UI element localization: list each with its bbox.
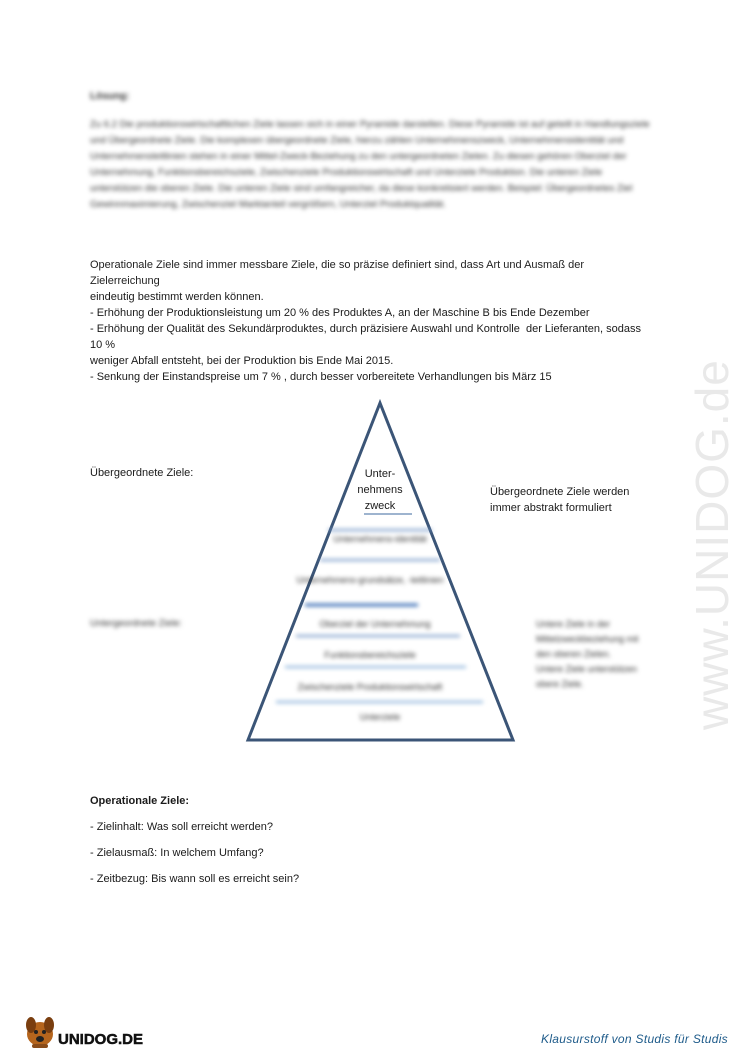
list-item: - Zielausmaß: In welchem Umfang? <box>90 847 264 859</box>
pyramid-level: Funktionsbereichsziele <box>324 650 416 660</box>
solution-heading: Lösung: <box>90 91 130 102</box>
list-title: Operationale Ziele: <box>90 795 190 807</box>
pyramid-level: Zwischenziele Produktionswirtschaft <box>297 682 443 692</box>
footer-tagline: Klausurstoff von Studis für Studis <box>541 1032 728 1046</box>
op-line: weniger Abfall entsteht, bei der Produktion bis Ende Mai 2015. <box>90 355 394 367</box>
note-line: Übergeordnete Ziele werden <box>490 486 630 498</box>
op-line: - Senkung der Einstandspreise um 7 % , durch besser vorbereitete Verhandlungen bis März 15 <box>90 371 552 383</box>
watermark <box>650 270 750 740</box>
note-line: immer abstrakt formuliert <box>490 502 612 514</box>
intro-paragraph: Zu 6.2 Die produktionswirtschaftlichen Ziele lassen sich in einer Pyramide darstellen. Diese Pyramide ist auf geteilt in Handlungsziele und Übergeordnete Ziele. Die komplexen übergeordnete Ziele, hierzu zählen Unternehmenszweck, Unternehmensidentität und Unternehmensleitlinien stehen in einer Mittel-Zweck-Beziehung zu den untergeordneten Zielen. Zu diesen gehören Oberziel der Unternehmung, Funktionsbereichsziele, Zwischenziele Produktionswirtschaft und Unterziele Produktion. Die unteren Ziele unterstützen die oberen Ziele. Die unteren Ziele sind umfangreicher, da diese konkretisiert werden. Beispiel: Übergeordnetes Ziel Gewinnmaximierung, Zwischenziel Marktanteil vergrößern, Unterziel Produktqualität. <box>90 119 650 210</box>
op-line: - Erhöhung der Qualität des Sekundärproduktes, durch präzisiere Auswahl und Kontrolle der Lieferanten, sodass 10 % <box>90 323 645 351</box>
list-item: - Zielinhalt: Was soll erreicht werden? <box>90 821 273 833</box>
op-line: eindeutig bestimmt werden können. <box>90 291 264 303</box>
pyramid-level: Unternehmens-grundsätze, -leitlinien <box>296 575 444 585</box>
op-line: Operationale Ziele sind immer messbare Ziele, die so präzise definiert sind, dass Art und Ausmaß der Zielerreichung <box>90 259 588 287</box>
logo-text: UNIDOG.DE <box>58 1031 144 1048</box>
note-line: Untere Ziele unterstützen <box>536 664 638 674</box>
top-label-line: zweck <box>364 500 396 512</box>
dog-logo-icon <box>22 1012 154 1050</box>
top-label-line: nehmens <box>357 484 403 496</box>
list-item: - Zeitbezug: Bis wann soll es erreicht sein? <box>90 873 300 885</box>
pyramid-level: Unternehmens-identität <box>333 534 427 544</box>
operational-goals-list <box>90 795 299 899</box>
op-line: - Erhöhung der Produktionsleistung um 20 % des Produktes A, an der Maschine B bis Ende Dezember <box>90 307 590 319</box>
pyramid-level: Unterziele <box>359 712 401 722</box>
top-label-line: Unter- <box>364 468 396 480</box>
pyramid-level-lines <box>276 530 483 702</box>
note-line: obere Ziele. <box>536 679 584 689</box>
note-line: Untere Ziele in der <box>536 619 611 629</box>
pyramid-level: Oberziel der Unternehmung <box>319 619 431 629</box>
watermark-text: www.UNIDOG.de <box>686 359 738 730</box>
note-line: den oberen Zielen. <box>536 649 612 659</box>
left-bottom-label: Untergeordnete Ziele: <box>90 618 182 629</box>
footer-logo <box>22 1012 154 1055</box>
right-top-note <box>490 484 665 516</box>
left-top-label: Übergeordnete Ziele: <box>90 467 194 479</box>
note-line: Mittelzweckbeziehung mit <box>536 634 639 644</box>
pyramid-top-label <box>350 466 410 514</box>
